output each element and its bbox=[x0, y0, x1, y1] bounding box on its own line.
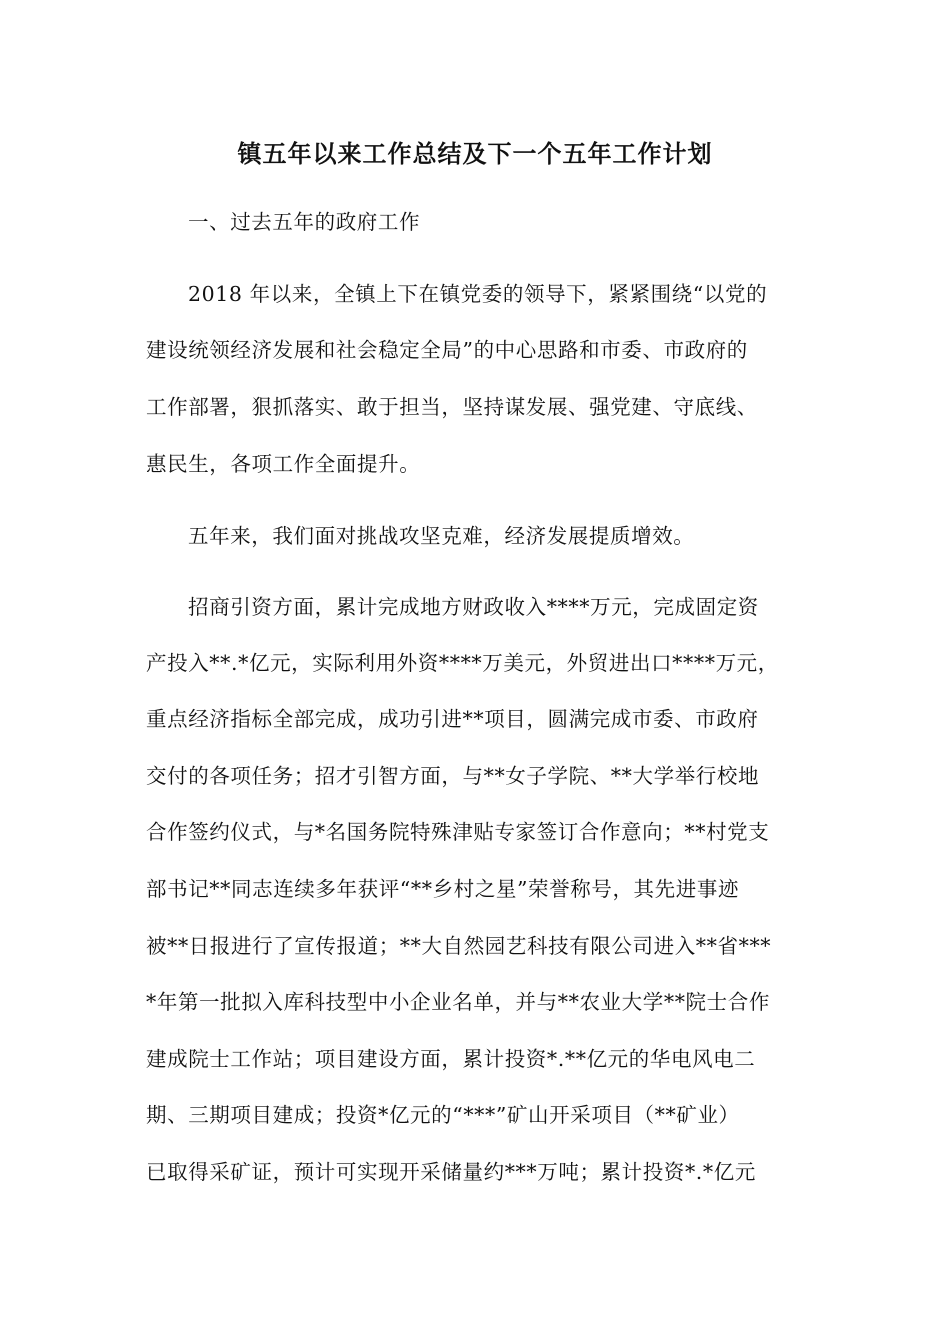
paragraph3-line-2: 产投入**.*亿元，实际利用外资****万美元，外贸进出口****万元， bbox=[146, 651, 779, 675]
paragraph3-line-1: 招商引资方面，累计完成地方财政收入****万元，完成固定资 bbox=[188, 595, 759, 619]
paragraph3-line-3: 重点经济指标全部完成，成功引进**项目，圆满完成市委、市政府 bbox=[146, 707, 759, 731]
paragraph1-line-3: 工作部署，狠抓落实、敢于担当，坚持谋发展、强党建、守底线、 bbox=[146, 395, 758, 419]
paragraph2-line-1: 五年来，我们面对挑战攻坚克难，经济发展提质增效。 bbox=[188, 524, 695, 548]
paragraph3-line-9: 建成院士工作站；项目建设方面，累计投资*.**亿元的华电风电二 bbox=[146, 1047, 756, 1071]
paragraph3-line-5: 合作签约仪式，与*名国务院特殊津贴专家签订合作意向；**村党支 bbox=[146, 820, 770, 844]
paragraph1-line-2: 建设统领经济发展和社会稳定全局”的中心思路和市委、市政府的 bbox=[146, 338, 748, 362]
paragraph1-line-4: 惠民生，各项工作全面提升。 bbox=[146, 452, 421, 476]
document-title: 镇五年以来工作总结及下一个五年工作计划 bbox=[237, 139, 713, 168]
paragraph3-line-4: 交付的各项任务；招才引智方面，与**女子学院、**大学举行校地 bbox=[146, 764, 760, 788]
paragraph3-line-8: *年第一批拟入库科技型中小企业名单，并与**农业大学**院士合作 bbox=[146, 990, 770, 1014]
paragraph3-line-7: 被**日报进行了宣传报道；**大自然园艺科技有限公司进入**省*** bbox=[146, 934, 772, 958]
paragraph3-line-11: 已取得采矿证，预计可实现开采储量约***万吨；累计投资*.*亿元 bbox=[146, 1160, 756, 1184]
paragraph1-line-1: 2018 年以来，全镇上下在镇党委的领导下，紧紧围绕“以党的 bbox=[188, 282, 768, 306]
paragraph3-line-6: 部书记**同志连续多年获评“**乡村之星”荣誉称号，其先进事迹 bbox=[146, 877, 740, 901]
section-heading: 一、过去五年的政府工作 bbox=[188, 210, 421, 234]
paragraph3-line-10: 期、三期项目建成；投资*亿元的“***”矿山开采项目（**矿业） bbox=[146, 1103, 740, 1127]
